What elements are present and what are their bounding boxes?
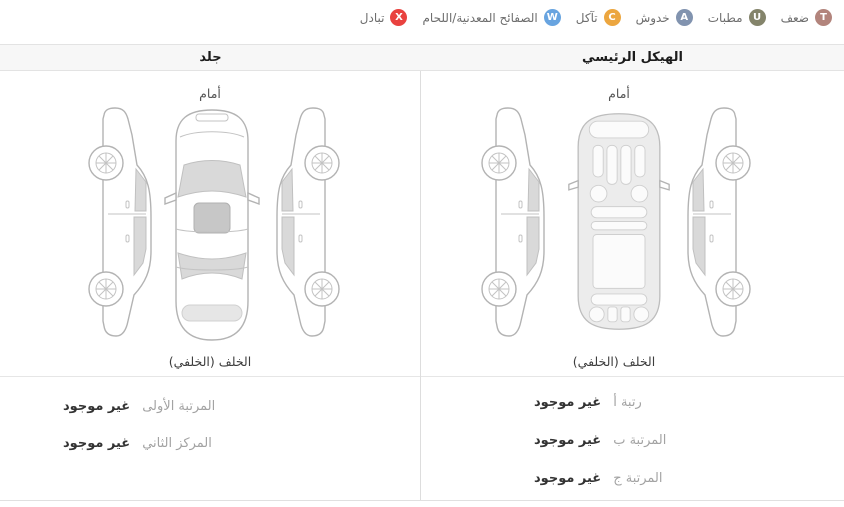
- car-side-view-left-diagram: [481, 105, 553, 345]
- status-value: غير موجود: [534, 395, 602, 410]
- status-value: غير موجود: [63, 436, 131, 451]
- car-top-view-diagram: [160, 105, 264, 345]
- status-value: غير موجود: [534, 471, 602, 486]
- status-row: [63, 398, 215, 416]
- legend-label: مطبات: [707, 10, 743, 25]
- car-structure-diagram: [421, 105, 844, 355]
- rear-label: الخلف (الخلفي): [572, 354, 656, 369]
- status-rows: [63, 398, 215, 453]
- divider: [0, 376, 420, 377]
- legend-label: تبادل: [359, 10, 385, 25]
- legend-label: خدوش: [635, 10, 670, 25]
- panel-main-structure: [421, 71, 844, 500]
- damage-code-badge-w: W: [544, 9, 561, 26]
- status-row: [63, 435, 215, 453]
- status-label: المرتبة ج: [613, 471, 663, 486]
- car-exterior-diagram: [0, 105, 420, 355]
- diagram-panels: [0, 71, 844, 501]
- car-side-view-right-diagram: [679, 105, 751, 345]
- damage-code-badge-c: C: [604, 9, 621, 26]
- car-underbody-diagram: [567, 105, 671, 338]
- status-row: [534, 394, 666, 412]
- damage-legend: [24, 9, 832, 26]
- status-value: غير موجود: [534, 433, 602, 448]
- panel-title-leather: جلد: [199, 50, 222, 65]
- legend-label: ضعف: [780, 10, 809, 25]
- legend-label: الصفائح المعدنية/اللحام: [422, 10, 538, 25]
- status-label: المركز الثاني: [142, 436, 212, 451]
- legend-item-weakness: [781, 9, 832, 26]
- divider: [421, 376, 844, 377]
- status-label: المرتبة ب: [613, 433, 667, 448]
- legend-item-corrosion: [576, 9, 621, 26]
- damage-code-badge-a: A: [676, 9, 693, 26]
- status-label: المرتبة الأولى: [142, 399, 216, 414]
- front-label: أمام: [608, 86, 630, 101]
- damage-code-badge-x: X: [390, 9, 407, 26]
- legend-item-scratches: [636, 9, 693, 26]
- front-label: أمام: [199, 86, 221, 101]
- car-side-view-left-diagram: [88, 105, 160, 345]
- status-rows: [534, 394, 666, 488]
- car-side-view-right-diagram: [268, 105, 340, 345]
- section-header-band: [0, 44, 844, 71]
- status-row: [534, 432, 666, 450]
- damage-code-badge-u: U: [749, 9, 766, 26]
- panel-title-main-structure: الهيكل الرئيسي: [582, 50, 683, 65]
- legend-label: تآكل: [575, 10, 598, 25]
- status-value: غير موجود: [63, 399, 131, 414]
- status-label: رتبة أ: [613, 395, 642, 410]
- panel-leather: [0, 71, 421, 500]
- legend-item-dents: [708, 9, 766, 26]
- legend-item-exchanged: [360, 9, 408, 26]
- damage-code-badge-t: T: [815, 9, 832, 26]
- status-row: [534, 470, 666, 488]
- rear-label: الخلف (الخلفي): [168, 354, 252, 369]
- legend-item-sheetmetal-welding: [422, 9, 560, 26]
